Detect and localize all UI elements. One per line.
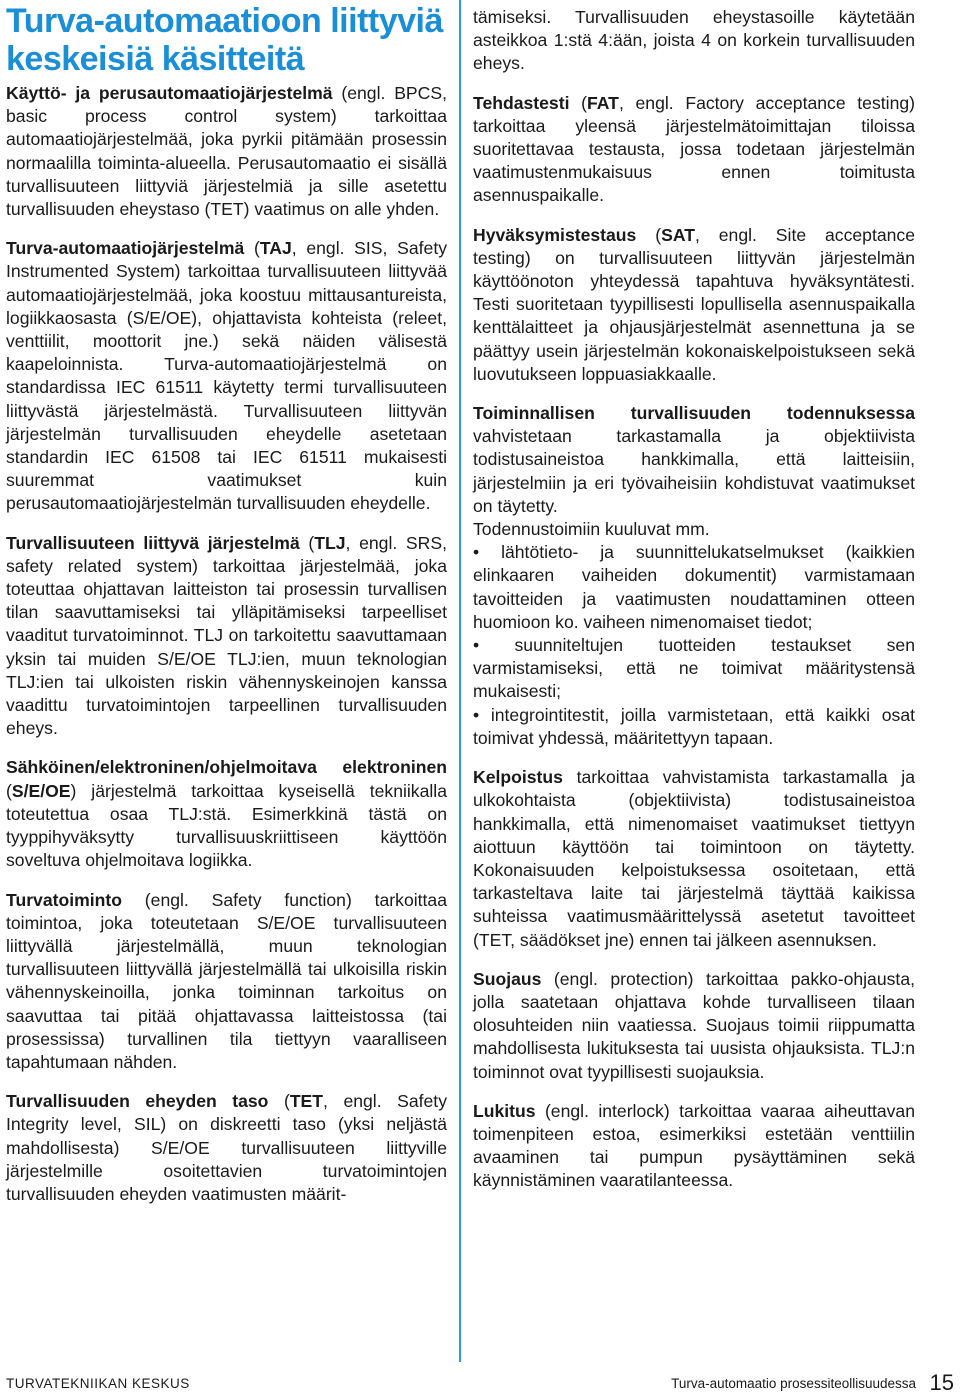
definition-suojaus	[473, 968, 915, 1084]
definition-text: , engl. Factory acceptance testing) tarkoittaa yleensä järjestelmätoimittajan tiloissa suoritettavaa testausta, jossa todetaan järjestelmän vaatimustenmukaisuus ennen toimitusta asennuspaikalle.	[473, 92, 915, 206]
list-intro: Todennustoimiin kuuluvat mm.	[473, 519, 710, 540]
definition-sat: Hyväksymistestaus (SAT, engl. Site acceptance testing) on turvallisuuteen liittyvän järjestelmän käyttöönoton yhteydessä tapahtuva hyväksyntätesti. Testi suoritetaan tyypillisesti lopullisella asennuspaikalla kenttälaitteet ja ohjausjärjestelmät asennettuna ja se päättyy usein järjestelmän kokonaiskelpoistukseen sekä luovutukseen loppuasiakkaalle.	[473, 224, 915, 384]
column-divider	[459, 0, 461, 1362]
term: Turvallisuuteen liittyvä järjestelmä	[6, 532, 300, 553]
list-item: • integrointitestit, joilla varmistetaan, että kaikki osat toimivat yhdessä, määritettyyn tapaan.	[473, 704, 915, 748]
term: Turvallisuuden eheyden taso	[6, 1091, 269, 1112]
definition-fat: Tehdastesti (FAT, engl. Factory acceptance testing) tarkoittaa yleensä järjestelmätoimittajan tiloissa suoritettavaa testausta, jossa todetaan järjestelmän vaatimustenmukaisuus ennen toimitusta asennuspaikalle.	[473, 92, 915, 206]
term: Suojaus	[473, 968, 542, 989]
list-item: • lähtötieto- ja suunnittelukatselmukset (kaikkien elinkaaren vaiheiden dokumentit) varmistamaan tavoitteiden ja vaatimusten noudattaminen otteen huomioon ko. vaiheen nimenomaiset tiedot;	[473, 542, 915, 632]
definition-text: , engl. Site acceptance testing) on turvallisuuteen liittyvän järjestelmän käyttöönoton yhteydessä tapahtuva hyväksyntätesti. Testi suoritetaan tyypillisesti lopullisella asennuspaikalla kenttälaitteet ja ohjausjärjestelmät asennettuna ja se päättyy usein järjestelmän kokonaiskelpoistukseen sekä luovutukseen loppuasiakkaalle.	[473, 224, 915, 384]
definition-turvatoiminto	[6, 889, 447, 1075]
page-title: Turva-automaatioon liittyviä keskeisiä käsitteitä	[6, 2, 443, 78]
term: Turva-automaatiojärjestelmä	[6, 238, 245, 259]
definition-text: (engl. BPCS, basic process control system) tarkoittaa automaatiojärjestelmää, joka pyrkii pitämään prosessin normaalilla toiminta-alueella. Perusautomaatio ei sisällä turvallisuuteen liittyviä järjestelmiä ja sille asetettu turvallisuuden eheystaso (TET) vaatimus on alle yhden.	[6, 83, 447, 220]
definition-todennus	[473, 402, 915, 750]
abbreviation: TET	[289, 1091, 324, 1112]
abbreviation: TAJ	[259, 238, 292, 259]
term: Lukitus	[473, 1100, 536, 1121]
definition-text: (engl. interlock) tarkoittaa vaaraa aiheuttavan toimenpiteen estoa, esimerkiksi estetään venttiilin avaaminen tai pumpun pysäyttäminen sekä käynnistäminen vaaratilanteessa.	[473, 1100, 915, 1191]
definition-text: (engl. Safety function) tarkoittaa toimintoa, joka toteutetaan S/E/OE turvallisuuteen liittyvällä järjestelmällä, muun teknologian turvallisuuteen liittyvällä järjestelmällä tai ulkoisilla riskin vähennyskeinoilla, jonka toiminnan tarkoitus on saavuttaa tai pitää ohjattavassa laitteistossa (tai prosessissa) turvallinen tila tiettyyn vaaralliseen tapahtumaan nähden.	[6, 889, 447, 1072]
page-number: 15	[929, 1370, 954, 1395]
definition-seoe: Sähköinen/elektroninen/ohjelmoitava elektroninen (S/E/OE) järjestelmä tarkoittaa kyseisellä tekniikalla toteutettua osaa TLJ:stä. Esimerkkinä tästä on tyyppihyväksytty turvallisuuskriittiseen käyttöön soveltuva ohjelmoitava logiikka.	[6, 757, 447, 871]
definition-text: (engl. protection) tarkoittaa pakko-ohjausta, jolla saatetaan ohjattava kohde turvalliseen tilaan olosuhteiden niin vaatiessa. Suojaus toimii riippumatta mahdollisesta lukituksesta tai uusista ohjauksista. TLJ:n toiminnot ovat tyypillisesti suojauksia.	[473, 968, 915, 1082]
definition-taj: Turva-automaatiojärjestelmä (TAJ, engl. SIS, Safety Instrumented System) tarkoittaa turvallisuuteen liittyvää automaatiojärjestelmää, joka koostuu mittausantureista, logiikkaosasta (S/E/OE), ohjattavista kohteista (releet, venttiilit, moottorit jne.) sekä näiden välisestä kaapeloinnista. Turva-automaatiojärjestelmä on standardissa IEC 61511 käytetty termi turvallisuuteen liittyvästä järjestelmästä. Turvallisuuteen liittyvän järjestelmän turvallisuuden eheydelle asetetaan standardin IEC 61508 tai IEC 61511 mukaisesti suuremmat vaatimukset kuin perusautomaatiojärjestelmän turvallisuuden eheydelle.	[6, 238, 448, 514]
definition-tlj: Turvallisuuteen liittyvä järjestelmä (TLJ, engl. SRS, safety related system) tarkoittaa järjestelmää, joka toteuttaa ohjattavan laitteiston tai prosessin turvallisen tilan saavuttamiseksi tai ylläpitämiseksi tarpeelliset vaaditut turvatoiminnot. TLJ on tarkoitettu saavuttamaan yksin tai muiden S/E/OE TLJ:ien, muun teknologian TLJ:ien tai ulkoisten riskin vähennyskeinojen kanssa vaadittu turvatoimintojen tarpeellinen turvallisuuden eheys.	[6, 532, 447, 739]
definition-text: vahvistetaan tarkastamalla ja objektiivista todistusaineistoa hankkimalla, että laitteisiin, järjestelmiin ja eri työvaiheisiin kohdistuvat vaatimukset on täytetty.	[473, 426, 915, 516]
definition-tet-continued: tämiseksi. Turvallisuuden eheystasoille käytetään asteikkoa 1:stä 4:ään, joista 4 on korkein turvallisuuden eheys.	[473, 7, 915, 74]
definition-text: , engl. SIS, Safety Instrumented System) tarkoittaa turvallisuuteen liittyvää automaatiojärjestelmää, joka koostuu mittausantureista, logiikkaosasta (S/E/OE), ohjattavista kohteista (releet, venttiilit, moottorit jne.) sekä näiden välisestä kaapeloinnista. Turva-automaatiojärjestelmä on standardissa IEC 61511 käytetty termi turvallisuuteen liittyvästä järjestelmästä. Turvallisuuteen liittyvän järjestelmän turvallisuuden eheydelle asetetaan standardin IEC 61508 tai IEC 61511 mukaisesti suuremmat vaatimukset kuin perusautomaatiojärjestelmän turvallisuuden eheydelle.	[6, 238, 448, 514]
term: Käyttö- ja perusautomaatiojärjestelmä	[6, 83, 333, 103]
definition-tet: Turvallisuuden eheyden taso (TET, engl. Safety Integrity level, SIL) on diskreetti taso (yksi neljästä mahdollisesta) S/E/OE turvallisuuteen liittyville järjestelmille osoitettavien turvatoimintojen turvallisuuden eheyden vaatimusten määrit-	[6, 1091, 447, 1204]
abbreviation: S/E/OE	[11, 780, 71, 801]
definition-text: ) järjestelmä tarkoittaa kyseisellä tekniikalla toteutettua osaa TLJ:stä. Esimerkkinä tästä on tyyppihyväksytty turvallisuuskriittiseen käyttöön soveltuva ohjelmoitava logiikka.	[6, 780, 447, 871]
definition-kelpoistus	[473, 766, 915, 952]
abbreviation: TLJ	[314, 532, 346, 553]
term: Turvatoiminto	[6, 889, 122, 910]
term: Sähköinen/elektroninen/ohjelmoitava elektroninen	[6, 757, 447, 778]
term: Toiminnallisen turvallisuuden todennuksessa	[473, 403, 915, 424]
term: Kelpoistus	[473, 767, 563, 788]
footer-publication-title: Turva-automaatio prosessiteollisuudessa	[671, 1376, 916, 1391]
definition-lukitus	[473, 1100, 915, 1193]
definition-bpcs	[6, 82, 447, 221]
definition-text: tarkoittaa vahvistamista tarkastamalla ja ulkokohtaista (objektiivista) todistusaineistoa hankkimalla, että nimenomaiset vaatimukset tiettyyn aiottuun käyttöön tai toimintoon on täytetty. Kokonaisuuden kelpoistuksessa osoitetaan, että tarkasteltava laite tai järjestelmä täyttää kaikissa suhteissa vaatimusmäärittelyssä asetetut tavoitteet (TET, säädökset jne) ennen tai jälkeen asennuksen.	[473, 767, 915, 950]
definition-text: , engl. SRS, safety related system) tarkoittaa järjestelmää, joka toteuttaa ohjattavan laitteiston tai prosessin turvallisen tilan saavuttamiseksi tai ylläpitämiseksi tarpeelliset vaaditut turvatoiminnot. TLJ on tarkoitettu saavuttamaan yksin tai muiden S/E/OE TLJ:ien, muun teknologian TLJ:ien tai ulkoisten riskin vähennyskeinojen kanssa vaadittu turvatoimintojen tarpeellinen turvallisuuden eheys.	[6, 532, 447, 739]
footer-publisher: TURVATEKNIIKAN KESKUS	[6, 1376, 190, 1391]
list-item: • suunniteltujen tuotteiden testaukset sen varmistamiseksi, että ne toimivat määritystensä mukaisesti;	[473, 635, 915, 702]
term: Hyväksymistestaus	[473, 224, 637, 245]
right-column	[473, 6, 915, 1209]
left-column	[6, 82, 447, 1222]
definition-text: , engl. Safety Integrity level, SIL) on diskreetti taso (yksi neljästä mahdollisesta) S/E/OE turvallisuuteen liittyville järjestelmille osoitettavien turvatoimintojen turvallisuuden eheyden vaatimusten määrit-	[6, 1091, 447, 1204]
abbreviation: FAT	[587, 92, 619, 113]
term: Tehdastesti	[473, 92, 570, 113]
abbreviation: SAT	[661, 224, 695, 245]
